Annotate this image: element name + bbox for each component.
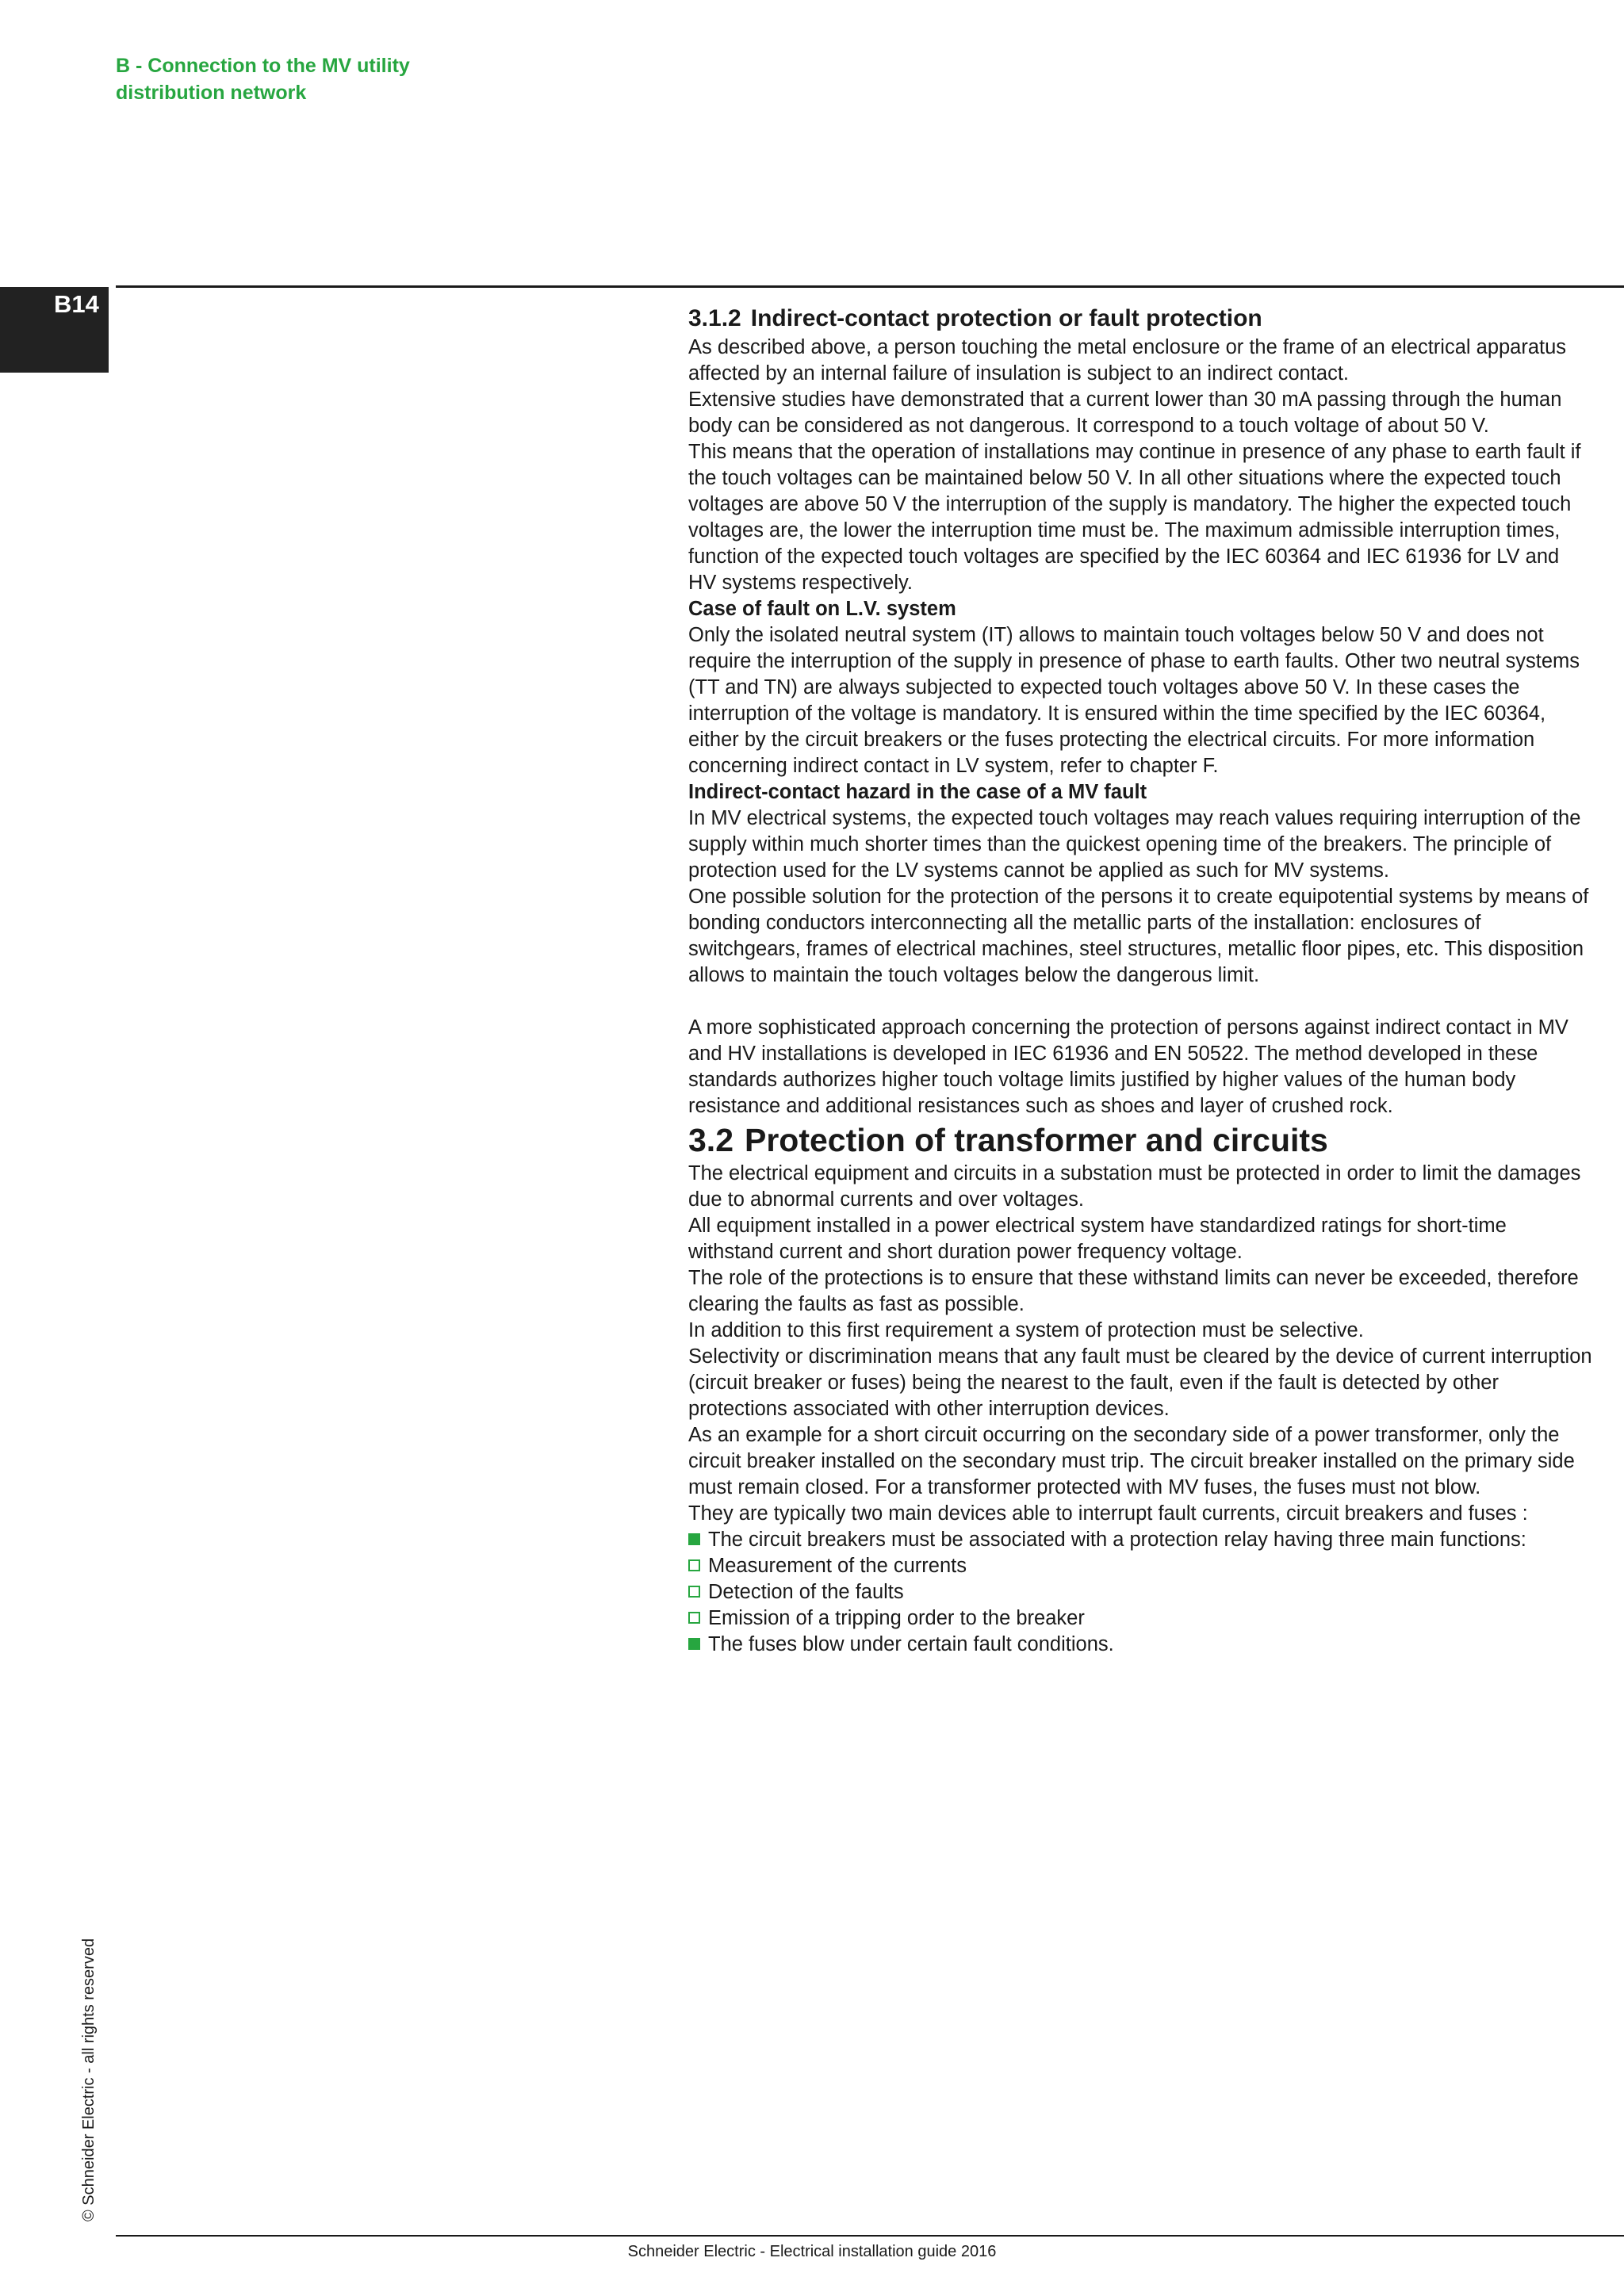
hollow-square-bullet-icon bbox=[688, 1559, 700, 1571]
copyright-notice: © Schneider Electric - all rights reserved bbox=[80, 1938, 98, 2221]
footer-divider bbox=[116, 2235, 1624, 2237]
paragraph: The electrical equipment and circuits in a substation must be protected in order to limit the damages due to abnormal currents and over voltages. bbox=[688, 1162, 1581, 1211]
paragraph: As an example for a short circuit occurring on the secondary side of a power transformer, only the circuit breaker installed on the secondary must trip. The circuit breaker installed on the primary side must remain closed. For a transformer protected with MV fuses, the fuses must not blow. bbox=[688, 1424, 1575, 1498]
paragraph: Extensive studies have demonstrated that a current lower than 30 mA passing through the human body can be considered as not dangerous. It correspond to a touch voltage of about 50 V. bbox=[688, 388, 1562, 437]
paragraph: They are typically two main devices able to interrupt fault currents, circuit breakers and fuses : bbox=[688, 1502, 1528, 1525]
section-title: Indirect-contact protection or fault protection bbox=[750, 305, 1262, 331]
hollow-square-bullet-icon bbox=[688, 1586, 700, 1598]
section-number: 3.2 bbox=[688, 1122, 733, 1158]
main-content bbox=[688, 303, 1592, 1658]
chapter-title-line-2: distribution network bbox=[116, 82, 307, 104]
list-item: The circuit breakers must be associated with a protection relay having three main functions: bbox=[688, 1527, 1592, 1553]
paragraph: The role of the protections is to ensure that these withstand limits can never be exceeded, therefore clearing the faults as fast as possible. bbox=[688, 1267, 1579, 1315]
section-title: Protection of transformer and circuits bbox=[745, 1122, 1328, 1158]
list-item: Emission of a tripping order to the breaker bbox=[688, 1605, 1592, 1632]
section-3-1-2-heading bbox=[688, 303, 1592, 335]
paragraph: This means that the operation of installations may continue in presence of any phase to earth fault if the touch voltages can be maintained below 50 V. In all other situations where the expected touch voltages are above 50 V the interruption of the supply is mandatory. The higher the expected touch voltages are, the lower the interruption time must be. The maximum admissible interruption times, function of the expected touch voltages are specified by the IEC 60364 and IEC 61936 for LV and HV systems respectively. bbox=[688, 441, 1581, 594]
solid-square-bullet-icon bbox=[688, 1638, 700, 1650]
page-number: B14 bbox=[54, 290, 99, 318]
paragraph: A more sophisticated approach concerning the protection of persons against indirect contact in MV and HV installations is developed in IEC 61936 and EN 50522. The method developed in these standards authorizes higher touch voltage limits justified by higher values of the human body resistance and additional resistances such as shoes and layer of crushed rock. bbox=[688, 1016, 1568, 1117]
paragraph: All equipment installed in a power electrical system have standardized ratings for short-time withstand current and short duration power frequency voltage. bbox=[688, 1215, 1507, 1263]
chapter-header bbox=[116, 52, 671, 106]
paragraph: One possible solution for the protection of the persons it to create equipotential systems by means of bonding conductors interconnecting all the metallic parts of the installation: enclosures of switchgears, frames of electrical machines, steel structures, metallic floor pipes, etc. This disposition allows to maintain the touch voltages below the dangerous limit. bbox=[688, 886, 1589, 986]
hollow-square-bullet-icon bbox=[688, 1612, 700, 1624]
paragraph: In MV electrical systems, the expected touch voltages may reach values requiring interruption of the supply within much shorter times than the quickest opening time of the breakers. The principle of protection used for the LV systems cannot be applied as such for MV systems. bbox=[688, 807, 1581, 882]
paragraph: Selectivity or discrimination means that any fault must be cleared by the device of current interruption (circuit breaker or fuses) being the nearest to the fault, even if the fault is detected by other protections associated with other interruption devices. bbox=[688, 1345, 1592, 1420]
list-item: Measurement of the currents bbox=[688, 1553, 1592, 1579]
list-item: The fuses blow under certain fault conditions. bbox=[688, 1632, 1592, 1658]
page-number-tab bbox=[0, 287, 109, 373]
mv-fault-heading: Indirect-contact hazard in the case of a MV fault bbox=[688, 781, 1147, 803]
header-divider bbox=[116, 285, 1624, 288]
paragraph: As described above, a person touching the metal enclosure or the frame of an electrical apparatus affected by an internal failure of insulation is subject to an indirect contact. bbox=[688, 336, 1567, 385]
chapter-title-line-1: B - Connection to the MV utility bbox=[116, 55, 410, 77]
solid-square-bullet-icon bbox=[688, 1533, 700, 1545]
footer-guide-title: Schneider Electric - Electrical installation guide 2016 bbox=[627, 2243, 997, 2260]
section-number: 3.1.2 bbox=[688, 305, 741, 331]
list-item: Detection of the faults bbox=[688, 1579, 1592, 1605]
section-3-2-heading bbox=[688, 1119, 1592, 1161]
lv-fault-heading: Case of fault on L.V. system bbox=[688, 598, 956, 620]
paragraph: Only the isolated neutral system (IT) allows to maintain touch voltages below 50 V and does not require the interruption of the supply in presence of phase to earth faults. Other two neutral systems (TT and TN) are always subjected to expected touch voltages above 50 V. In these cases the interruption of the voltage is mandatory. It is ensured within the time specified by the IEC 60364, either by the circuit breakers or the fuses protecting the electrical circuits. For more information concerning indirect contact in LV system, refer to chapter F. bbox=[688, 624, 1580, 777]
paragraph: In addition to this first requirement a system of protection must be selective. bbox=[688, 1319, 1364, 1341]
